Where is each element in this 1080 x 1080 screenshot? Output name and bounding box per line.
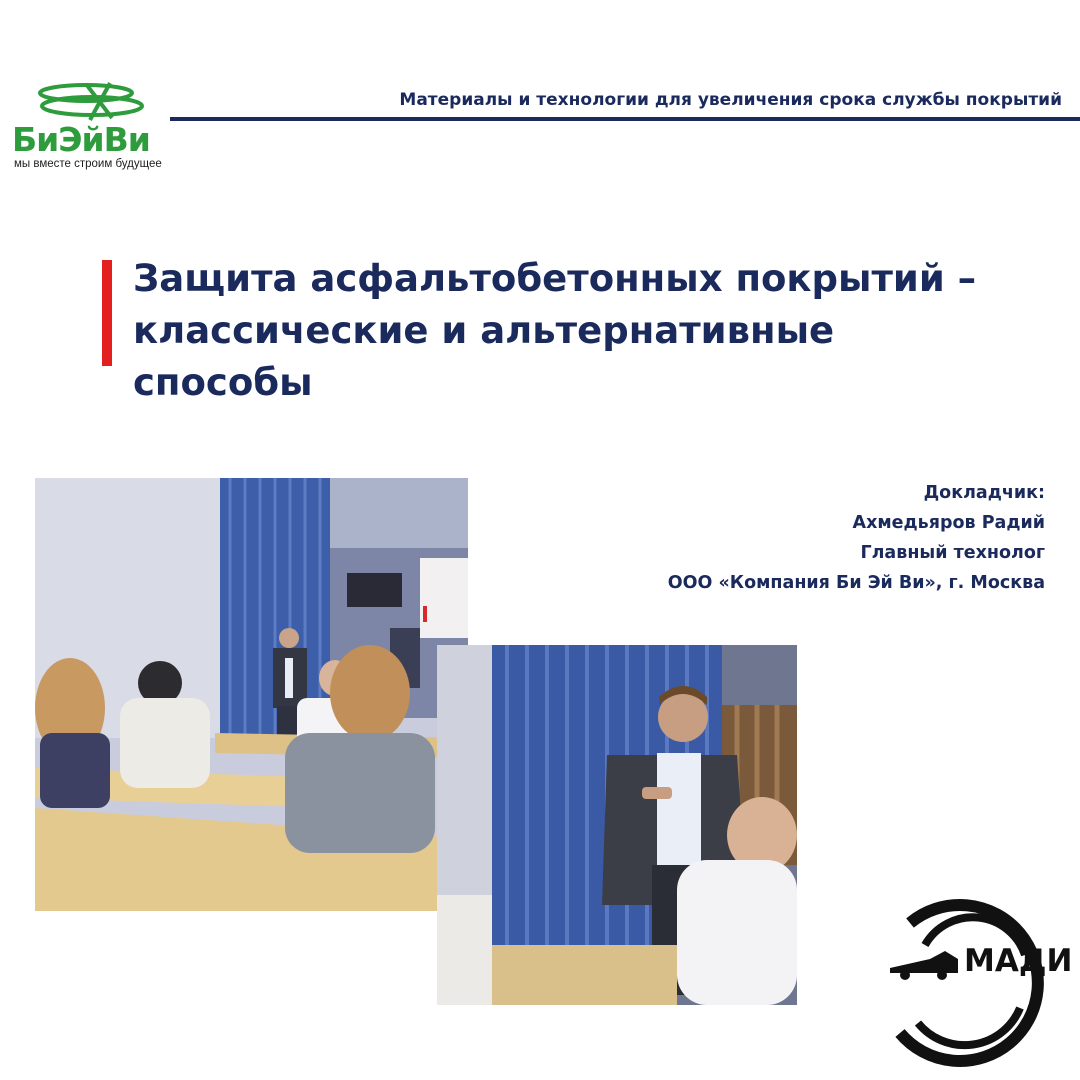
speaker-info (668, 478, 1045, 598)
madi-logo (870, 893, 1073, 1073)
speaker-label: Докладчик: (923, 483, 1045, 503)
madi-name: МАДИ (964, 943, 1073, 979)
speaker-company: ООО «Компания Би Эй Ви», г. Москва (667, 573, 1045, 593)
speaker-position: Главный технолог (860, 543, 1045, 563)
brand-name: БиЭйВи (12, 120, 150, 159)
slide-title: Защита асфальтобетонных покрытий – классические и альтернативные способы (133, 257, 977, 404)
speaker-closeup-photo (437, 645, 797, 1005)
brand-emblem-icon (28, 80, 158, 122)
speaker-name: Ахмедьяров Радий (852, 513, 1045, 533)
header-tagline: Материалы и технологии для увеличения срока службы покрытий (399, 90, 1062, 110)
lecture-hall-photo (35, 478, 468, 911)
header-divider (170, 117, 1080, 121)
brand-logo (12, 80, 172, 172)
title-accent-bar (102, 260, 112, 366)
brand-slogan: мы вместе строим будущее (14, 158, 162, 170)
madi-emblem-icon (870, 893, 1045, 1073)
